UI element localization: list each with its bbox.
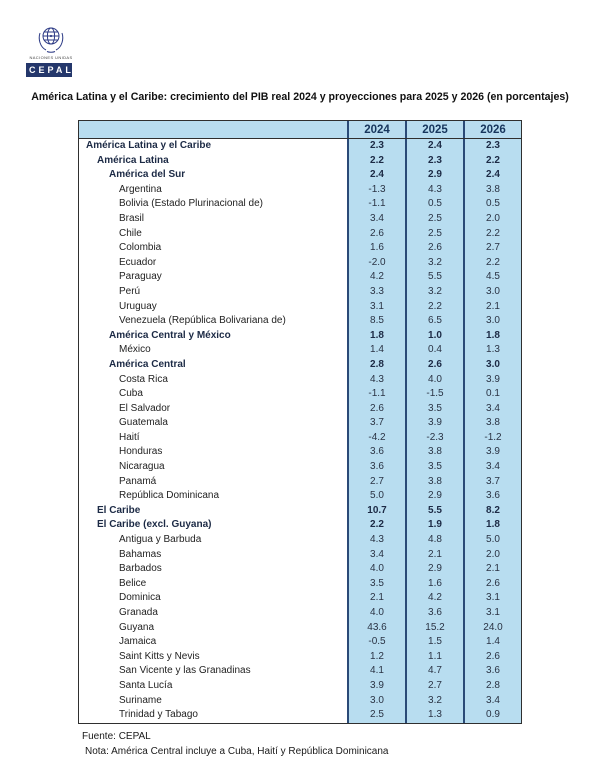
table-row: [79, 664, 521, 679]
value-cell: 3.2: [405, 256, 463, 271]
value-cell: 1.8: [463, 329, 521, 344]
value-cell: 1.4: [463, 635, 521, 650]
un-emblem-icon: [33, 24, 69, 54]
value-cell: 2.2: [463, 227, 521, 242]
value-cell: 2.4: [347, 168, 405, 183]
table-row: [79, 416, 521, 431]
column-header-2025: 2025: [405, 121, 463, 138]
value-cell: 3.2: [405, 285, 463, 300]
value-cell: 1.2: [347, 650, 405, 665]
table-row: [79, 708, 521, 723]
value-cell: 4.2: [347, 270, 405, 285]
value-cell: 10.7: [347, 504, 405, 519]
table-row: [79, 504, 521, 519]
value-cell: 4.0: [347, 562, 405, 577]
table-row: [79, 548, 521, 563]
table-row: [79, 212, 521, 227]
value-cell: 5.5: [405, 504, 463, 519]
country-name: Costa Rica: [79, 373, 347, 388]
table-header-row: [79, 121, 521, 139]
value-cell: -2.3: [405, 431, 463, 446]
cepal-wordmark: CEPAL: [26, 63, 72, 77]
table-row: [79, 489, 521, 504]
column-header-2026: 2026: [463, 121, 521, 138]
table-row: [79, 227, 521, 242]
value-cell: 2.9: [405, 168, 463, 183]
country-name: América Latina y el Caribe: [79, 139, 347, 154]
value-cell: 0.5: [463, 197, 521, 212]
value-cell: 2.2: [405, 300, 463, 315]
table-row: [79, 606, 521, 621]
value-cell: 43.6: [347, 621, 405, 636]
country-name: El Caribe (excl. Guyana): [79, 518, 347, 533]
value-cell: 2.4: [463, 168, 521, 183]
table-row: [79, 431, 521, 446]
value-cell: 1.1: [405, 650, 463, 665]
country-name: Honduras: [79, 445, 347, 460]
country-name: República Dominicana: [79, 489, 347, 504]
value-cell: 3.0: [463, 285, 521, 300]
table-row: [79, 314, 521, 329]
value-cell: -1.1: [347, 197, 405, 212]
value-cell: 1.8: [463, 518, 521, 533]
value-cell: -1.3: [347, 183, 405, 198]
table-body: [79, 139, 521, 723]
country-name: América Latina: [79, 154, 347, 169]
cepal-logo: [26, 24, 76, 77]
value-cell: 2.7: [463, 241, 521, 256]
country-name: Belice: [79, 577, 347, 592]
value-cell: 3.6: [347, 445, 405, 460]
table-row: [79, 300, 521, 315]
value-cell: 3.1: [347, 300, 405, 315]
country-name: Argentina: [79, 183, 347, 198]
value-cell: 4.0: [405, 373, 463, 388]
country-name: Brasil: [79, 212, 347, 227]
country-name: Jamaica: [79, 635, 347, 650]
value-cell: 2.7: [405, 679, 463, 694]
country-name: Colombia: [79, 241, 347, 256]
country-name: Trinidad y Tabago: [79, 708, 347, 723]
value-cell: 3.5: [405, 402, 463, 417]
value-cell: 5.0: [347, 489, 405, 504]
value-cell: 2.6: [463, 650, 521, 665]
country-name: Barbados: [79, 562, 347, 577]
value-cell: 2.3: [405, 154, 463, 169]
value-cell: 0.1: [463, 387, 521, 402]
table-row: [79, 241, 521, 256]
value-cell: 3.6: [463, 664, 521, 679]
country-name: Ecuador: [79, 256, 347, 271]
value-cell: 2.2: [347, 518, 405, 533]
country-name: Bahamas: [79, 548, 347, 563]
country-name: Guyana: [79, 621, 347, 636]
table-row: [79, 445, 521, 460]
value-cell: 2.5: [347, 708, 405, 723]
value-cell: 2.2: [463, 154, 521, 169]
value-cell: 2.5: [405, 227, 463, 242]
value-cell: 1.3: [463, 343, 521, 358]
value-cell: 3.4: [463, 694, 521, 709]
value-cell: 3.1: [463, 606, 521, 621]
table-row: [79, 402, 521, 417]
table-row: [79, 533, 521, 548]
table-row: [79, 650, 521, 665]
value-cell: 2.6: [463, 577, 521, 592]
value-cell: 3.4: [463, 402, 521, 417]
country-name: Antigua y Barbuda: [79, 533, 347, 548]
value-cell: 3.9: [347, 679, 405, 694]
country-name: Perú: [79, 285, 347, 300]
value-cell: 2.7: [347, 475, 405, 490]
country-name: Panamá: [79, 475, 347, 490]
country-name: Santa Lucía: [79, 679, 347, 694]
table-row: [79, 518, 521, 533]
table-row: [79, 285, 521, 300]
table-row: [79, 694, 521, 709]
value-cell: -2.0: [347, 256, 405, 271]
value-cell: 2.9: [405, 562, 463, 577]
country-column-header: [79, 121, 347, 138]
value-cell: 3.2: [405, 694, 463, 709]
value-cell: 3.4: [347, 212, 405, 227]
country-name: Saint Kitts y Nevis: [79, 650, 347, 665]
value-cell: 4.3: [347, 533, 405, 548]
value-cell: 2.3: [347, 139, 405, 154]
value-cell: 2.8: [347, 358, 405, 373]
country-name: Nicaragua: [79, 460, 347, 475]
naciones-unidas-label: NACIONES UNIDAS: [29, 55, 73, 60]
value-cell: 3.5: [405, 460, 463, 475]
value-cell: 3.9: [463, 445, 521, 460]
country-name: México: [79, 343, 347, 358]
value-cell: 1.4: [347, 343, 405, 358]
value-cell: -1.2: [463, 431, 521, 446]
value-cell: 2.4: [405, 139, 463, 154]
table-row: [79, 621, 521, 636]
table-row: [79, 154, 521, 169]
table-row: [79, 168, 521, 183]
country-name: El Salvador: [79, 402, 347, 417]
column-header-2024: 2024: [347, 121, 405, 138]
value-cell: 3.4: [347, 548, 405, 563]
value-cell: 3.6: [463, 489, 521, 504]
value-cell: 8.2: [463, 504, 521, 519]
value-cell: 1.5: [405, 635, 463, 650]
country-name: Uruguay: [79, 300, 347, 315]
page-title: América Latina y el Caribe: crecimiento del PIB real 2024 y proyecciones para 2025 y 2026 (en porcentajes): [31, 91, 569, 103]
value-cell: 3.8: [405, 445, 463, 460]
country-name: Granada: [79, 606, 347, 621]
country-name: Haití: [79, 431, 347, 446]
table-row: [79, 270, 521, 285]
value-cell: 2.2: [463, 256, 521, 271]
value-cell: 3.0: [463, 314, 521, 329]
value-cell: 2.8: [463, 679, 521, 694]
value-cell: 2.2: [347, 154, 405, 169]
value-cell: 4.7: [405, 664, 463, 679]
country-name: Dominica: [79, 591, 347, 606]
country-name: San Vicente y las Granadinas: [79, 664, 347, 679]
value-cell: 2.6: [347, 402, 405, 417]
value-cell: -0.5: [347, 635, 405, 650]
country-name: Venezuela (República Bolivariana de): [79, 314, 347, 329]
value-cell: 0.4: [405, 343, 463, 358]
country-name: Bolivia (Estado Plurinacional de): [79, 197, 347, 212]
source-note: Fuente: CEPAL: [82, 731, 151, 742]
value-cell: 2.0: [463, 548, 521, 563]
value-cell: 3.6: [405, 606, 463, 621]
table-row: [79, 635, 521, 650]
value-cell: 3.0: [463, 358, 521, 373]
value-cell: 1.9: [405, 518, 463, 533]
country-name: Guatemala: [79, 416, 347, 431]
value-cell: 1.0: [405, 329, 463, 344]
table-row: [79, 256, 521, 271]
value-cell: 3.8: [463, 183, 521, 198]
value-cell: 5.0: [463, 533, 521, 548]
value-cell: 2.9: [405, 489, 463, 504]
country-name: Suriname: [79, 694, 347, 709]
country-name: El Caribe: [79, 504, 347, 519]
table-row: [79, 139, 521, 154]
table-row: [79, 679, 521, 694]
value-cell: 2.6: [347, 227, 405, 242]
country-name: Chile: [79, 227, 347, 242]
value-cell: 4.5: [463, 270, 521, 285]
value-cell: 4.8: [405, 533, 463, 548]
value-cell: 2.3: [463, 139, 521, 154]
value-cell: 6.5: [405, 314, 463, 329]
country-name: Paraguay: [79, 270, 347, 285]
value-cell: 0.5: [405, 197, 463, 212]
table-row: [79, 183, 521, 198]
country-name: América Central: [79, 358, 347, 373]
value-cell: 24.0: [463, 621, 521, 636]
table-row: [79, 475, 521, 490]
value-cell: 3.0: [347, 694, 405, 709]
value-cell: 3.3: [347, 285, 405, 300]
value-cell: 2.6: [405, 241, 463, 256]
table-row: [79, 387, 521, 402]
value-cell: 3.4: [463, 460, 521, 475]
value-cell: 4.0: [347, 606, 405, 621]
value-cell: 3.8: [405, 475, 463, 490]
country-name: Cuba: [79, 387, 347, 402]
value-cell: 4.3: [347, 373, 405, 388]
value-cell: 3.9: [463, 373, 521, 388]
value-cell: 0.9: [463, 708, 521, 723]
value-cell: 2.0: [463, 212, 521, 227]
table-row: [79, 460, 521, 475]
table-row: [79, 329, 521, 344]
table-row: [79, 373, 521, 388]
table-row: [79, 577, 521, 592]
country-name: América Central y México: [79, 329, 347, 344]
value-cell: 3.7: [463, 475, 521, 490]
country-name: América del Sur: [79, 168, 347, 183]
value-cell: 1.8: [347, 329, 405, 344]
value-cell: 2.6: [405, 358, 463, 373]
value-cell: 2.1: [463, 300, 521, 315]
value-cell: 3.6: [347, 460, 405, 475]
table-row: [79, 591, 521, 606]
table-row: [79, 197, 521, 212]
value-cell: 3.8: [463, 416, 521, 431]
table-row: [79, 358, 521, 373]
value-cell: 2.5: [405, 212, 463, 227]
value-cell: 15.2: [405, 621, 463, 636]
value-cell: 2.1: [405, 548, 463, 563]
value-cell: 1.3: [405, 708, 463, 723]
value-cell: -4.2: [347, 431, 405, 446]
value-cell: 1.6: [405, 577, 463, 592]
value-cell: 3.9: [405, 416, 463, 431]
table-row: [79, 562, 521, 577]
value-cell: 3.5: [347, 577, 405, 592]
table-row: [79, 343, 521, 358]
value-cell: 5.5: [405, 270, 463, 285]
value-cell: 1.6: [347, 241, 405, 256]
value-cell: 8.5: [347, 314, 405, 329]
value-cell: 2.1: [347, 591, 405, 606]
value-cell: 3.1: [463, 591, 521, 606]
value-cell: 4.1: [347, 664, 405, 679]
value-cell: 4.3: [405, 183, 463, 198]
gdp-growth-table: [78, 120, 522, 724]
value-cell: 2.1: [463, 562, 521, 577]
value-cell: -1.1: [347, 387, 405, 402]
footnote: Nota: América Central incluye a Cuba, Haití y República Dominicana: [85, 746, 389, 757]
value-cell: 3.7: [347, 416, 405, 431]
value-cell: -1.5: [405, 387, 463, 402]
value-cell: 4.2: [405, 591, 463, 606]
